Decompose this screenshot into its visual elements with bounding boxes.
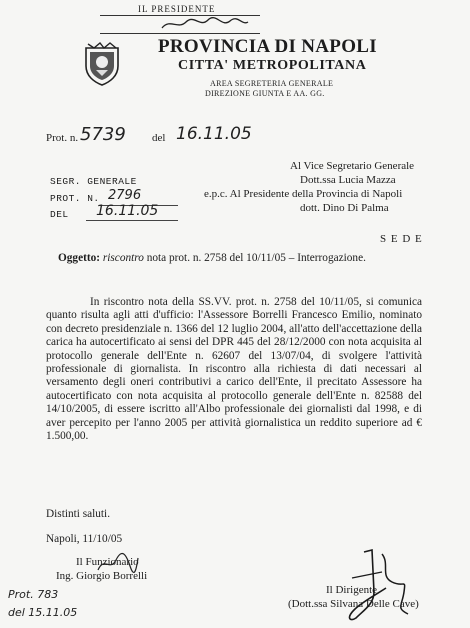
registry-prot-label: PROT. N. [50,193,100,204]
header-title: PROVINCIA DI NAPOLI [158,36,377,57]
signer-right-role: Il Dirigente [326,584,378,596]
registry-prot-number: 2796 [108,188,142,203]
date-label: del [152,132,166,144]
signer-left-role: Il Funzionario [76,556,139,568]
registry-rule-2 [86,220,178,221]
president-stamp [100,4,260,34]
sede-label: S E D E [380,233,423,245]
body-paragraph [46,296,422,443]
registry-date-label: DEL [50,209,69,220]
recipient-line-1: Al Vice Segretario Generale [290,160,415,172]
registry-line-1: SEGR. GENERALE [50,176,137,187]
recipient-line-4: dott. Dino Di Palma [300,202,389,214]
stamp-text: IL PRESIDENTE [138,4,216,14]
stamp-scribble-icon [160,16,250,32]
closing: Distinti saluti. [46,508,111,520]
signer-left-name: Ing. Giorgio Borrelli [56,570,148,582]
subject-text: nota prot. n. 2758 del 10/11/05 – Interrogazione. [146,252,366,264]
province-crest-icon [82,42,122,86]
header-area: AREA SEGRETERIA GENERALE [210,79,334,88]
registry-date-value: 16.11.05 [96,203,159,219]
handwritten-note-line-1: Prot. 783 [8,588,59,601]
header-subtitle: CITTA' METROPOLITANA [178,58,367,73]
body-text: In riscontro nota della SS.VV. prot. n. 2758 del 10/11/05, si comunica quanto risulta agli atti d'ufficio: l'Assessore Borrelli Francesco Emilio, nominato con decreto presidenziale n. 1366 del 12 luglio 2004, all'atto dell'accettazione della carica ha autocertificato ai sensi del DPR 445 del 28/12/2000 con nota acquisita al protocollo generale dell'Ente n. 62607 del 13/07/04, di svolgere l'attività professionale di giornalista. In riscontro alla richiesta di dati necessari al versamento degli oneri contributivi a carico dell'Ente, il precitato Assessore ha autocertificato con nota acquisita al protocollo generale dell'Ente n. 82588 del 14/10/2005, di essere iscritto all'Albo professionale dei giornalisti dal 1998, e di aver percepito per l'anno 2005 per attività giornalistica un reddito superiore ad € 1.500,00. [46,296,422,443]
subject-label: Oggetto: [58,252,101,264]
subject-line [58,252,366,264]
left-signature-icon [96,550,140,576]
place-date: Napoli, 11/10/05 [46,533,123,545]
recipient-line-2: Dott.ssa Lucia Mazza [300,174,396,186]
right-signature-icon [334,548,424,626]
stamp-rule-bottom [100,33,260,34]
signer-right-name: (Dott.ssa Silvana Delle Cave) [288,598,419,610]
header-direzione: DIREZIONE GIUNTA E AA. GG. [205,89,325,98]
handwritten-note-line-2: del 15.11.05 [8,606,78,619]
prot-number: 5739 [80,124,126,145]
subject-italic: riscontro [102,252,144,264]
recipient-line-3: e.p.c. Al Presidente della Provincia di Napoli [204,188,403,200]
prot-label: Prot. n. [46,132,79,144]
date-value: 16.11.05 [176,124,252,144]
